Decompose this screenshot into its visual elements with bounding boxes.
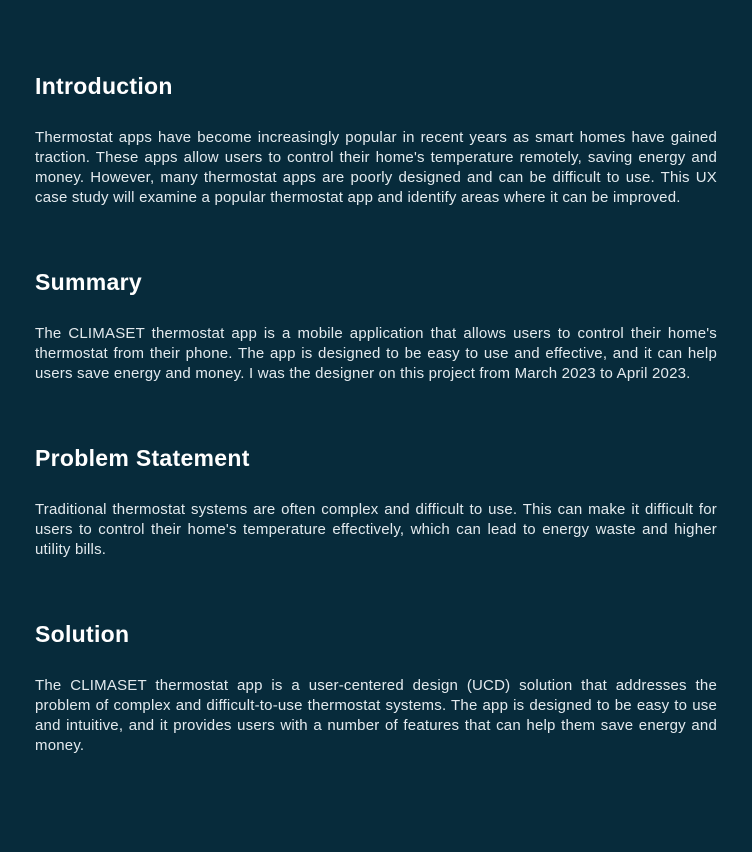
section-solution — [35, 620, 717, 756]
section-introduction — [35, 72, 717, 208]
section-body-solution: The CLIMASET thermostat app is a user-centered design (UCD) solution that addresses the problem of complex and difficult-to-use thermostat systems. The app is designed to be easy to use and intuitive, and it provides users with a number of features that can help them save energy and money. — [35, 677, 717, 754]
section-body-summary: The CLIMASET thermostat app is a mobile application that allows users to control their home's thermostat from their phone. The app is designed to be easy to use and effective, and it can help users save energy and money. I was the designer on this project from March 2023 to April 2023. — [35, 325, 717, 382]
section-heading-solution: Solution — [35, 621, 130, 647]
section-heading-problem-statement: Problem Statement — [35, 445, 250, 471]
section-body-problem-statement: Traditional thermostat systems are often complex and difficult to use. This can make it difficult for users to control their home's temperature effectively, which can lead to energy waste and higher utility bills. — [35, 501, 717, 558]
section-body-introduction: Thermostat apps have become increasingly popular in recent years as smart homes have gained traction. These apps allow users to control their home's temperature remotely, saving energy and money. However, many thermostat apps are poorly designed and can be difficult to use. This UX case study will examine a popular thermostat app and identify areas where it can be improved. — [35, 129, 717, 206]
section-heading-summary: Summary — [35, 269, 142, 295]
section-problem-statement — [35, 444, 717, 560]
section-heading-introduction: Introduction — [35, 73, 173, 99]
section-summary — [35, 268, 717, 384]
